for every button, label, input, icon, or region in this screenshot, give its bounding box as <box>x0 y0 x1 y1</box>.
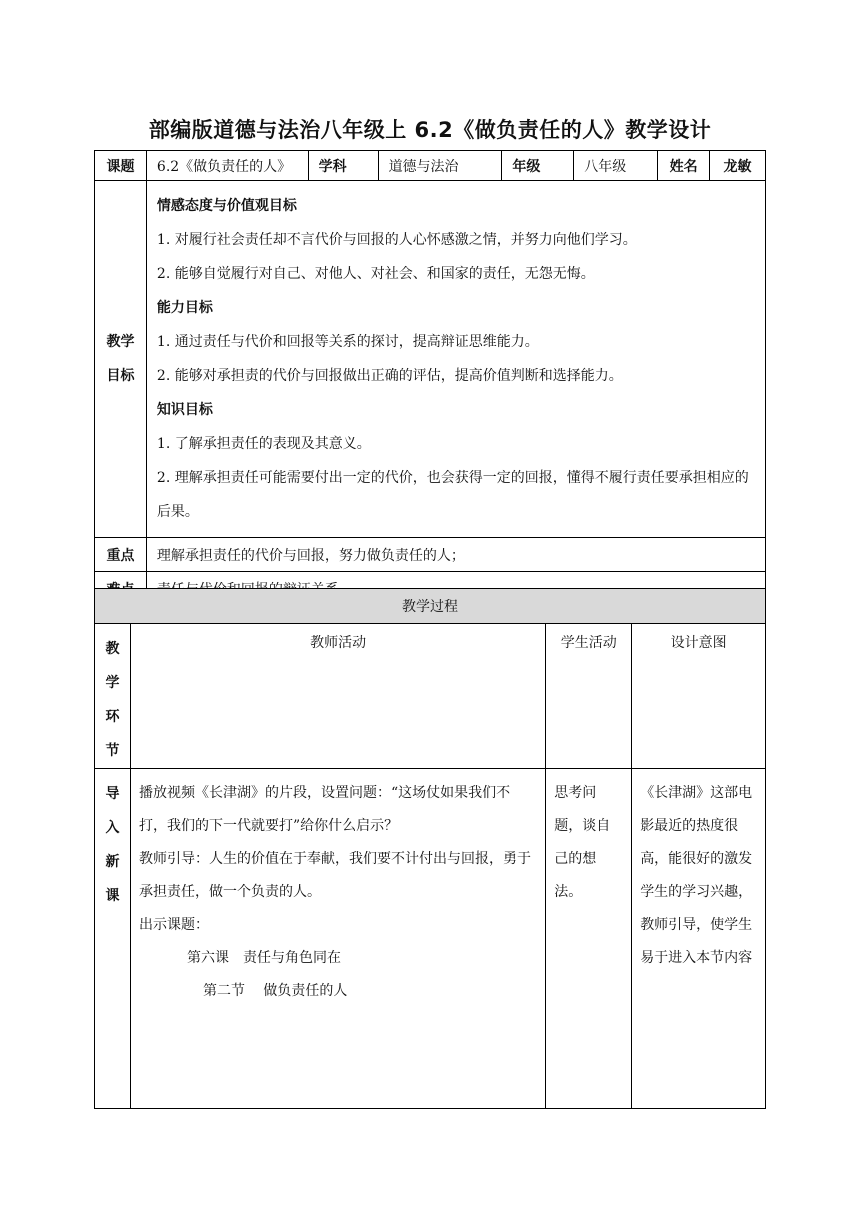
grade-label: 年级 <box>502 151 574 181</box>
goals-row <box>95 181 766 538</box>
subject-label: 学科 <box>308 151 378 181</box>
teacher-line: 播放视频《长津湖》的片段，设置问题：“这场仗如果我们不打，我们的下一代就要打”给你什么启示？ <box>138 785 511 834</box>
teacher-line: 出示课题： <box>138 917 209 933</box>
goal-heading-attitude: 情感态度与价值观目标 <box>156 198 297 214</box>
goal-item: 1. 通过责任与代价和回报等关系的探讨，提高辩证思维能力。 <box>156 334 539 350</box>
goal-item: 2. 理解承担责任可能需要付出一定的代价，也会获得一定的回报，懂得不履行责任要承担相应的后果。 <box>156 470 749 520</box>
goals-content <box>146 181 765 538</box>
process-title-row <box>95 589 766 624</box>
subject-value: 道德与法治 <box>378 151 502 181</box>
key-point-value: 理解承担责任的代价与回报，努力做负责任的人； <box>146 538 765 572</box>
lesson-info-table <box>94 150 766 606</box>
stage-header-char: 学 <box>105 675 120 691</box>
student-activity-header: 学生活动 <box>546 624 632 769</box>
goals-label-line1: 教学 <box>106 334 135 350</box>
key-point-label: 重点 <box>95 538 147 572</box>
stage-header-char: 节 <box>105 743 120 759</box>
section-title: 第二节 做负责任的人 <box>202 983 348 999</box>
info-row <box>95 151 766 181</box>
grade-value: 八年级 <box>574 151 658 181</box>
stage-char: 入 <box>105 820 120 836</box>
student-activity-cell: 思考问题，谈自己的想法。 <box>546 769 632 1109</box>
stage-char: 新 <box>105 854 120 870</box>
teacher-line: 教师引导：人生的价值在于奉献，我们要不计付出与回报，勇于承担责任，做一个负责的人。 <box>138 851 531 900</box>
topic-label: 课题 <box>95 151 147 181</box>
stage-header-char: 环 <box>105 709 120 725</box>
process-title: 教学过程 <box>95 589 766 624</box>
topic-value: 6.2《做负责任的人》 <box>146 151 308 181</box>
teacher-activity-cell <box>130 769 545 1109</box>
goal-heading-ability: 能力目标 <box>156 300 213 316</box>
stage-cell <box>95 769 131 1109</box>
goals-label <box>95 181 147 538</box>
goal-heading-knowledge: 知识目标 <box>156 402 213 418</box>
lesson-title: 第六课 责任与角色同在 <box>186 950 341 966</box>
goal-item: 1. 对履行社会责任却不言代价与回报的人心怀感激之情，并努力向他们学习。 <box>156 232 637 248</box>
goal-item: 1. 了解承担责任的表现及其意义。 <box>156 436 371 452</box>
stage-char: 课 <box>105 888 120 904</box>
process-table <box>94 588 766 1109</box>
design-intent-header: 设计意图 <box>632 624 766 769</box>
process-header-row <box>95 624 766 769</box>
stage-header <box>95 624 131 769</box>
process-row-intro <box>95 769 766 1109</box>
stage-header-char: 教 <box>105 641 120 657</box>
goal-item: 2. 能够自觉履行对自己、对他人、对社会、和国家的责任，无怨无悔。 <box>156 266 595 282</box>
name-label: 姓名 <box>658 151 710 181</box>
name-value: 龙敏 <box>710 151 766 181</box>
goal-item: 2. 能够对承担责的代价与回报做出正确的评估，提高价值判断和选择能力。 <box>156 368 623 384</box>
key-point-row <box>95 538 766 572</box>
goals-label-line2: 目标 <box>106 368 135 384</box>
design-intent-cell: 《长津湖》这部电影最近的热度很高，能很好的激发学生的学习兴趣，教师引导，使学生易于进入本节内容 <box>632 769 766 1109</box>
teacher-activity-header: 教师活动 <box>130 624 545 769</box>
document-title: 部编版道德与法治八年级上 6.2《做负责任的人》教学设计 <box>148 118 712 142</box>
stage-char: 导 <box>105 786 120 802</box>
